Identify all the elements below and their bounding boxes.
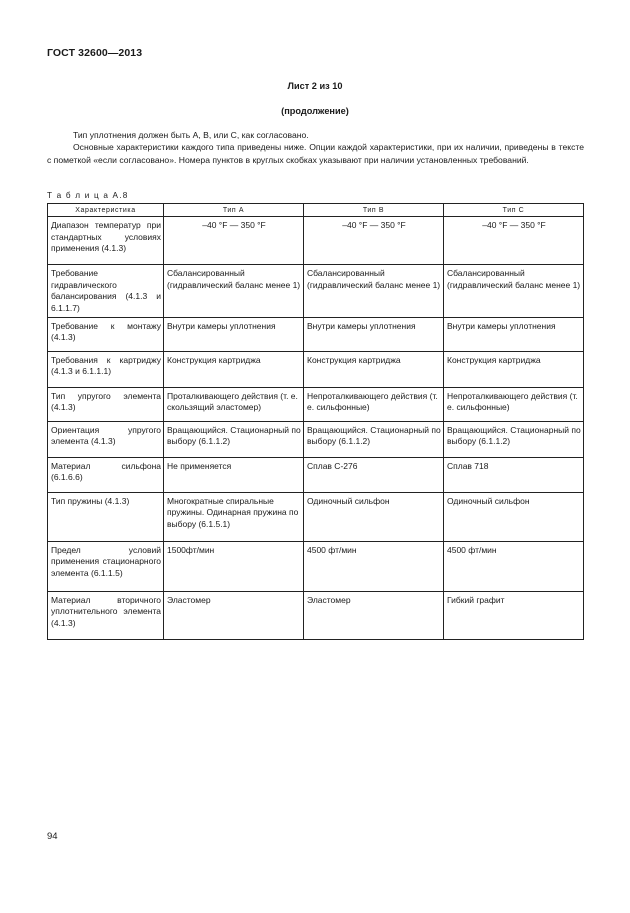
table-cell: Одиночный сильфон — [304, 493, 444, 542]
table-cell: Сбалансированный (гидравлический баланс менее 1) — [164, 265, 304, 318]
column-header: Тип А — [164, 204, 304, 217]
table-cell: –40 °F — 350 °F — [304, 217, 444, 265]
table-cell: Конструкция картриджа — [304, 352, 444, 388]
intro-paragraph-2: Основные характеристики каждого типа приведены ниже. Опции каждой характеристики, при их наличии, приведены в тексте с пометкой «если согласовано». Номера пунктов в круглых скобках указывают при наличии установленных требований. — [47, 142, 584, 165]
column-header: Тип В — [304, 204, 444, 217]
table-cell: 4500 фт/мин — [304, 542, 444, 592]
table-row — [48, 388, 584, 422]
table-cell: –40 °F — 350 °F — [164, 217, 304, 265]
table-cell: Ориентация упругого элемента (4.1.3) — [48, 422, 164, 458]
table-cell: Вращающийся. Стационарный по выбору (6.1.1.2) — [304, 422, 444, 458]
table-cell: Конструкция картриджа — [444, 352, 584, 388]
table-row — [48, 352, 584, 388]
characteristics-table — [47, 203, 584, 640]
table-cell: Сбалансированный (гидравлический баланс менее 1) — [444, 265, 584, 318]
table-row — [48, 265, 584, 318]
table-cell: Вращающийся. Стационарный по выбору (6.1.1.2) — [444, 422, 584, 458]
table-cell: Эластомер — [164, 592, 304, 640]
table-header-row — [48, 204, 584, 217]
table-cell: Внутри камеры уплотнения — [164, 318, 304, 352]
sheet-continued: (продолжение) — [281, 106, 349, 116]
column-header: Тип С — [444, 204, 584, 217]
intro-paragraph-1: Тип уплотнения должен быть А, В, или С, как согласовано. — [73, 130, 309, 140]
table-cell: Материал вторичного уплотнительного элемента (4.1.3) — [48, 592, 164, 640]
table-cell: Тип пружины (4.1.3) — [48, 493, 164, 542]
page-number: 94 — [47, 831, 58, 842]
table-cell: Диапазон температур при стандартных условиях применения (4.1.3) — [48, 217, 164, 265]
table-cell: Не применяется — [164, 458, 304, 493]
table-cell: –40 °F — 350 °F — [444, 217, 584, 265]
standard-designation: ГОСТ 32600—2013 — [47, 47, 143, 59]
table-cell: 1500фт/мин — [164, 542, 304, 592]
table-row — [48, 217, 584, 265]
table-cell: Внутри камеры уплотнения — [444, 318, 584, 352]
table-cell: Гибкий графит — [444, 592, 584, 640]
table-cell: 4500 фт/мин — [444, 542, 584, 592]
table-row — [48, 592, 584, 640]
table-row — [48, 542, 584, 592]
table-cell: Непроталкивающего действия (т. е. сильфонные) — [444, 388, 584, 422]
table-cell: Предел условий применения стационарного элемента (6.1.1.5) — [48, 542, 164, 592]
table-caption: Т а б л и ц а А.8 — [47, 191, 129, 200]
table-cell: Конструкция картриджа — [164, 352, 304, 388]
sheet-title: Лист 2 из 10 — [287, 81, 343, 91]
table-cell: Одиночный сильфон — [444, 493, 584, 542]
table-row — [48, 318, 584, 352]
table-cell: Сбалансированный (гидравлический баланс менее 1) — [304, 265, 444, 318]
table-cell: Тип упругого элемента (4.1.3) — [48, 388, 164, 422]
table-cell: Эластомер — [304, 592, 444, 640]
table-row — [48, 458, 584, 493]
table-cell: Требование гидравлического балансирования (4.1.3 и 6.1.1.7) — [48, 265, 164, 318]
table-cell: Внутри камеры уплотнения — [304, 318, 444, 352]
table-row — [48, 493, 584, 542]
table-cell: Материал сильфона (6.1.6.6) — [48, 458, 164, 493]
table-cell: Сплав С-276 — [304, 458, 444, 493]
table-cell: Вращающийся. Стационарный по выбору (6.1.1.2) — [164, 422, 304, 458]
table-cell: Проталкивающего действия (т. е. скользящий эластомер) — [164, 388, 304, 422]
table-cell: Непроталкивающего действия (т. е. сильфонные) — [304, 388, 444, 422]
column-header: Характеристика — [48, 204, 164, 217]
table-cell: Сплав 718 — [444, 458, 584, 493]
table-row — [48, 422, 584, 458]
table-cell: Требование к монтажу (4.1.3) — [48, 318, 164, 352]
table-cell: Требования к картриджу (4.1.3 и 6.1.1.1) — [48, 352, 164, 388]
table-cell: Многократные спиральные пружины. Одинарная пружина по выбору (6.1.5.1) — [164, 493, 304, 542]
